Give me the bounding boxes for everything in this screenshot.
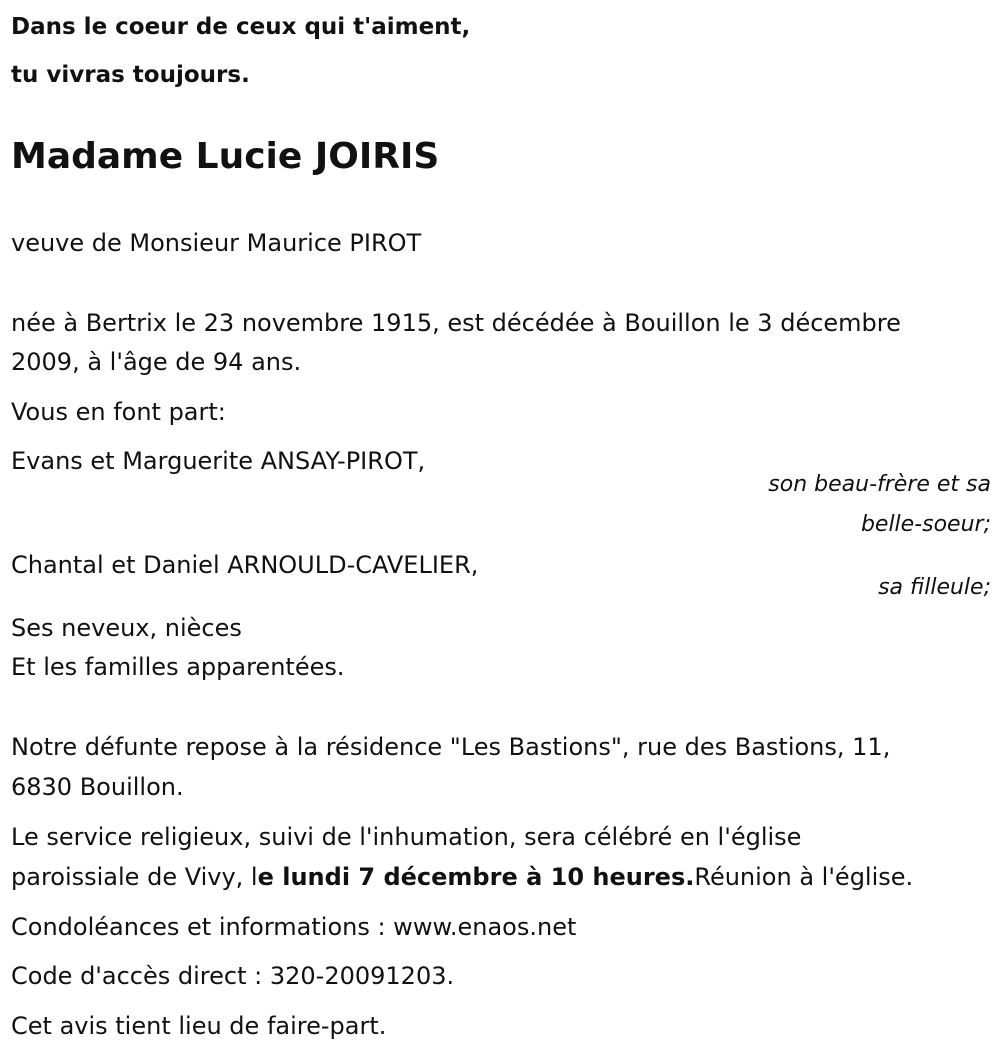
announcement-intro: Vous en font part:	[11, 398, 226, 426]
family-member-relation: son beau-frère et sa	[768, 472, 991, 497]
deceased-name: Madame Lucie JOIRIS	[11, 136, 440, 177]
family-member-relation: belle-soeur;	[860, 512, 991, 537]
service-date-time: e lundi 7 décembre à 10 heures.	[257, 863, 695, 891]
access-code: Code d'accès direct : 320-20091203.	[11, 962, 455, 990]
epigraph-line-1: Dans le coeur de ceux qui t'aiment,	[11, 14, 471, 40]
family-member-names: Chantal et Daniel ARNOULD-CAVELIER,	[11, 551, 479, 579]
condolences-info: Condoléances et informations : www.enaos.net	[11, 913, 577, 941]
service-line-1: Le service religieux, suivi de l'inhumation, sera célébré en l'église	[11, 823, 802, 851]
epigraph-line-2: tu vivras toujours.	[11, 62, 250, 88]
family-member-names: Evans et Marguerite ANSAY-PIROT,	[11, 447, 426, 475]
service-line-2	[11, 862, 913, 892]
birth-death-line-1: née à Bertrix le 23 novembre 1915, est décédée à Bouillon le 3 décembre	[11, 309, 901, 337]
closing-note: Cet avis tient lieu de faire-part.	[11, 1012, 387, 1040]
others-line-1: Ses neveux, nièces	[11, 614, 242, 642]
family-member-relation: sa filleule;	[878, 575, 991, 600]
widow-of: veuve de Monsieur Maurice PIROT	[11, 229, 422, 257]
birth-death-line-2: 2009, à l'âge de 94 ans.	[11, 348, 302, 376]
service-text: paroissiale de Vivy, l	[11, 863, 258, 891]
rest-place-line-2: 6830 Bouillon.	[11, 773, 184, 801]
service-meeting-note: Réunion à l'église.	[694, 863, 914, 891]
others-line-2: Et les familles apparentées.	[11, 653, 345, 681]
rest-place-line-1: Notre défunte repose à la résidence "Les Bastions", rue des Bastions, 11,	[11, 733, 891, 761]
